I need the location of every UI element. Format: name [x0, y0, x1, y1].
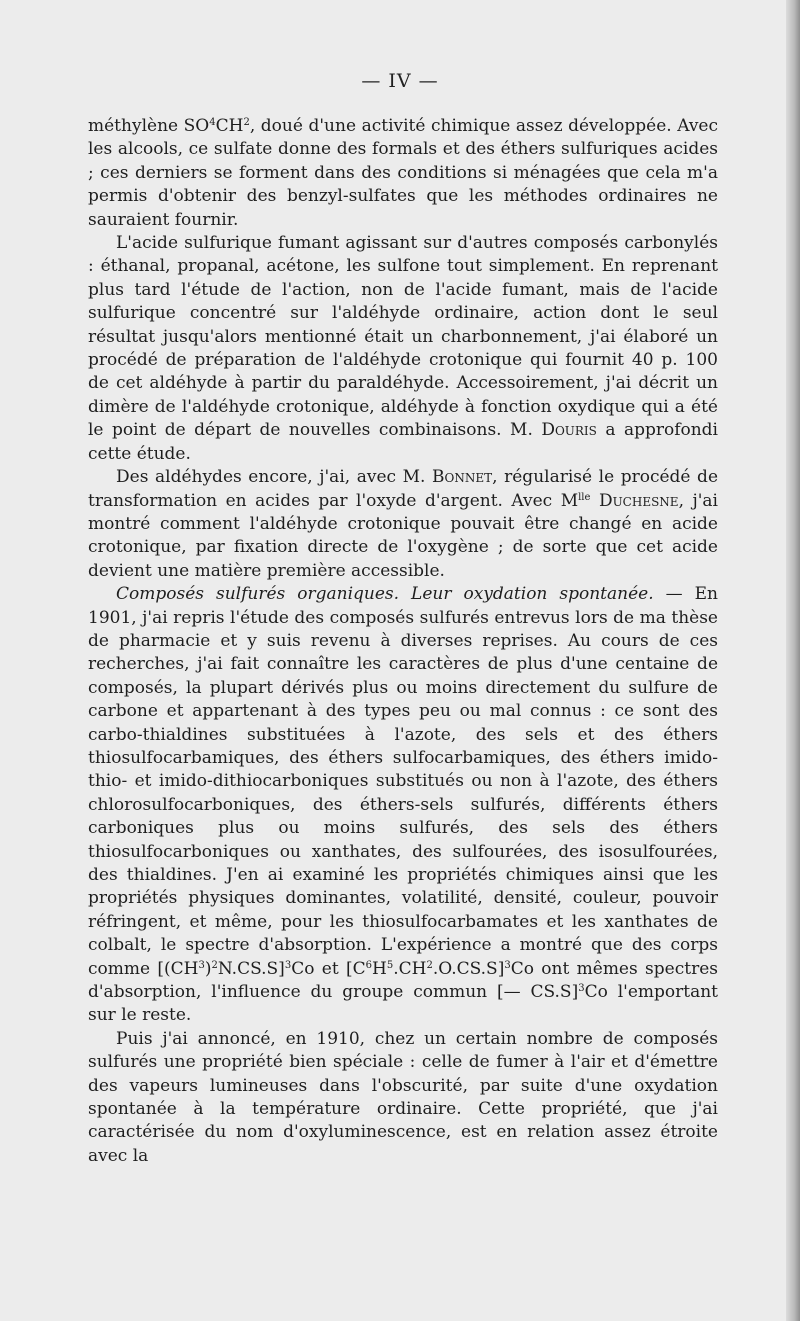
text-run: Co l'emportant sur le reste.: [88, 982, 718, 1026]
superscript: 4: [209, 117, 216, 128]
text-run: [590, 491, 599, 511]
text-run: N.CS.S]: [217, 958, 285, 979]
section-heading: Composés sulfurés organiques. Leur oxydation spontanée.: [116, 584, 654, 605]
text-run: ): [204, 958, 212, 979]
text-run: Puis j'ai annoncé, en 1910, chez un certain nombre de composés sulfurés une propriété bien spéciale : celle de fumer à l'air et d'émettre des vapeurs lumineuses dans l'obscurité, par suite d'une oxydation spontanée à la température ordinaire. Cette propriété, que j'ai caractérisée du nom d'oxyluminescence, est en relation assez étroite avec la: [88, 1028, 718, 1166]
superscript: 3: [578, 983, 585, 995]
author-name: Bonnet: [432, 467, 493, 488]
paragraph-3: [88, 466, 718, 583]
superscript: lle: [578, 491, 591, 503]
text-run: , doué d'une activité chimique assez développée. Avec les alcools, ce sulfate donne des formals et des éthers sulfuriques acides ; ces derniers se forment dans des conditions si ménagées que cela m'a permis d'obtenir des benzyl-sulfates que les méthodes ordinaires ne sauraient fournir.: [88, 116, 719, 230]
text-run: H: [372, 958, 387, 979]
superscript: 5: [386, 959, 394, 971]
text-run: Des aldéhydes encore, j'ai, avec M.: [116, 467, 433, 488]
paragraph-4: [88, 583, 718, 1028]
text-run: méthylène SO: [88, 116, 210, 136]
author-name: Douris: [541, 420, 597, 441]
text-run: Co et [C: [291, 958, 366, 979]
author-name: Duchesne: [598, 490, 679, 511]
text-run: .O.CS.S]: [432, 958, 505, 979]
paragraph-5: [88, 1028, 718, 1168]
text-run: , régularisé le procédé de transformation en acides par l'oxyde d'argent. Avec M: [88, 467, 719, 511]
superscript: 3: [284, 959, 292, 971]
superscript: 3: [198, 959, 205, 971]
superscript: 2: [211, 959, 218, 971]
superscript: 6: [365, 959, 373, 971]
text-run: — En 1901, j'ai repris l'étude des composés sulfurés entrevus lors de ma thèse de pharmacie et y suis revenu à diverses reprises. Au cours de ces recherches, j'ai fait connaître les caractères de plus d'une centaine de composés, la plupart dérivés plus ou moins directement du sulfure de carbone et appartenant à des types peu ou mal connus : ce sont des carbo-thialdines substituées à l'azote, des sels et des éthers thiosulfocarbamiques, des éthers sulfocarbamiques, des éthers imido-thio- et imido-dithiocarboniques substitués ou non à l'azote, des éthers chlorosulfocarboniques, des éthers-sels sulfurés, différents éthers carboniques plus ou moins sulfurés, des sels des éthers thiosulfocarboniques ou xanthates, des sulfourées, des isosulfourées, des thialdines. J'en ai examiné les propriétés chimiques ainsi que les propriétés physiques dominantes, volatilité, densité, couleur, pouvoir réfringent, et même, pour les thiosulfocarbamates et les xanthates de colbalt, le spectre d'absorption. L'expérience a montré que des corps comme [(CH: [88, 584, 718, 979]
text-run: CH: [215, 116, 244, 136]
text-run: .CH: [393, 958, 427, 979]
page-edge-shadow: [786, 0, 800, 1321]
paragraph-1: [88, 115, 718, 232]
superscript: 2: [243, 117, 250, 128]
page-number: — IV —: [361, 70, 439, 92]
paragraph-2: [88, 232, 718, 466]
text-run: L'acide sulfurique fumant agissant sur d'autres composés carbonylés : éthanal, propanal, acétone, les sulfone tout simplement. En reprenant plus tard l'étude de l'action, non de l'acide fumant, mais de l'acide sulfurique concentré sur l'aldéhyde ordinaire, action dont le seul résultat jusqu'alors mentionné était un charbonnement, j'ai élaboré un procédé de préparation de l'aldéhyde crotonique qui fournit 40 p. 100 de cet aldéhyde à partir du paraldéhyde. Accessoirement, j'ai décrit un dimère de l'aldéhyde crotonique, aldéhyde à fonction oxydique qui a été le point de départ de nouvelles combinaisons. M.: [88, 233, 718, 441]
text-run: , j'ai montré comment l'aldéhyde crotonique pouvait être changé en acide crotonique, par fixation directe de l'oxygène ; de sorte que cet acide devient une matière première accessible.: [88, 490, 718, 581]
superscript: 3: [504, 959, 511, 971]
page-body: [88, 115, 718, 1168]
text-run: Co ont mêmes spectres d'absorption, l'influence du groupe commun [— CS.S]: [88, 958, 718, 1003]
text-run: a approfondi cette étude.: [88, 420, 718, 464]
superscript: 2: [426, 959, 433, 971]
